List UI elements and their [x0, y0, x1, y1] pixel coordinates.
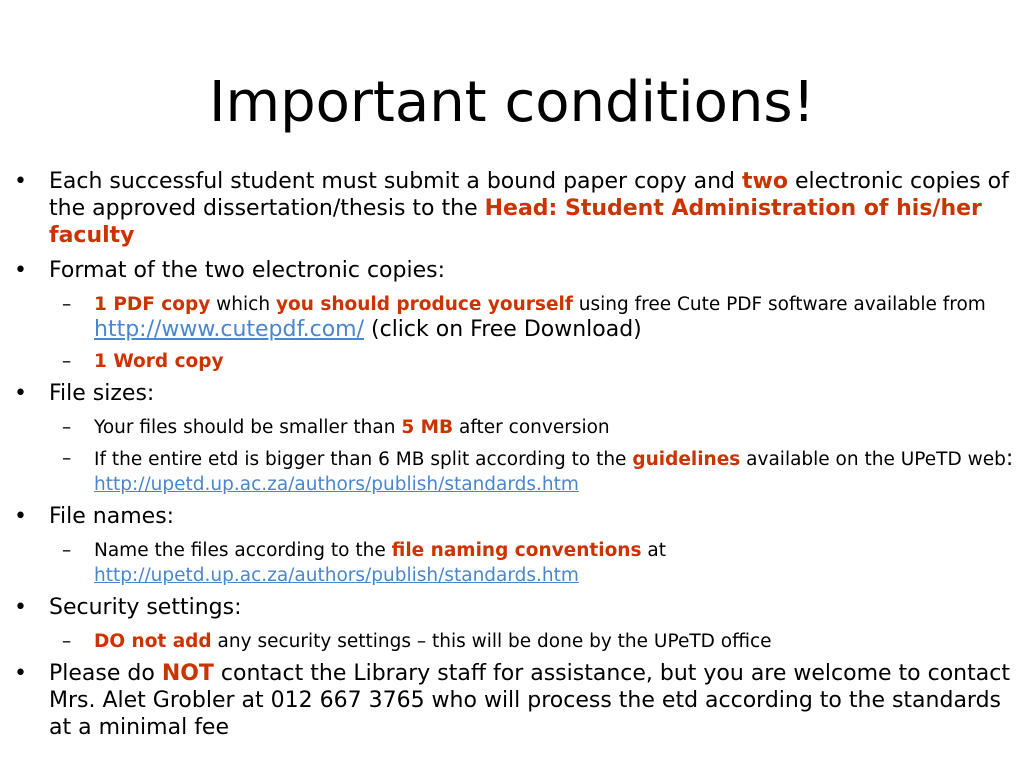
emphasis-two: two — [742, 169, 788, 194]
text: File sizes: — [49, 381, 155, 406]
cutepdf-link[interactable]: http://www.cutepdf.com/ — [94, 317, 365, 342]
emphasis-do-not-add: DO not add — [94, 631, 212, 652]
bullet-glyph: • — [14, 595, 27, 620]
text: File names: — [49, 504, 175, 529]
standards-link[interactable]: http://upetd.up.ac.za/authors/publish/standards.htm — [94, 565, 579, 586]
text: any security settings – this will be done by the UPeTD office — [211, 631, 772, 652]
text: Security settings: — [49, 595, 242, 620]
bullet-glyph: • — [14, 381, 27, 406]
dash-glyph: – — [62, 631, 72, 652]
emphasis-not: NOT — [161, 661, 214, 686]
bullet-glyph: • — [14, 504, 27, 529]
text: Each successful student must submit a bound paper copy and — [49, 169, 742, 194]
bullet-glyph: • — [14, 661, 27, 686]
emphasis-guidelines: guidelines — [632, 449, 741, 470]
bullet-format — [12, 257, 1020, 284]
bullet-glyph: • — [14, 258, 27, 283]
emphasis-pdf-copy: 1 PDF copy — [94, 294, 211, 315]
text: contact the Library staff for assistance, but you are welcome to contact Mrs. Alet Grobler at 012 667 3765 who will process the etd according to the standards at a minimal fee — [49, 661, 1010, 740]
text: (click on Free Download) — [364, 317, 642, 342]
text: If the entire etd is bigger than 6 MB split according to the — [94, 449, 633, 470]
dash-glyph: – — [62, 417, 72, 438]
text: after conversion — [453, 417, 610, 438]
emphasis-produce-yourself: you should produce yourself — [275, 294, 573, 315]
emphasis-5mb: 5 MB — [401, 417, 454, 438]
text: available on the UPeTD web — [740, 449, 1006, 470]
subbullet-size-limit — [12, 415, 1020, 440]
subbullet-no-security — [12, 629, 1020, 654]
text: : — [1005, 446, 1014, 471]
text: which — [210, 294, 276, 315]
emphasis-word-copy: 1 Word copy — [94, 351, 224, 372]
bullet-contact — [12, 660, 1020, 741]
text: electronic copies of the approved dissertation/thesis to the — [49, 169, 1009, 221]
bullet-submit-copies — [12, 168, 1020, 249]
emphasis-file-naming-conventions: file naming conventions — [391, 540, 642, 561]
text: Please do — [49, 661, 162, 686]
dash-glyph: – — [62, 448, 72, 469]
text: using free Cute PDF software available from — [572, 294, 986, 315]
bullet-glyph: • — [14, 169, 27, 194]
slide-title: Important conditions! — [209, 70, 815, 135]
subbullet-word-copy — [12, 349, 1020, 374]
text: at — [641, 540, 666, 561]
bullet-file-sizes — [12, 380, 1020, 407]
text: Your files should be smaller than — [94, 417, 402, 438]
emphasis-head-student-administration: Head: Student Administration of his/her faculty — [49, 196, 982, 248]
slide-body — [12, 168, 1020, 749]
bullet-file-names — [12, 503, 1020, 530]
subbullet-pdf-copy — [12, 292, 1020, 343]
standards-link[interactable]: http://upetd.up.ac.za/authors/publish/standards.htm — [94, 474, 579, 495]
subbullet-naming-conventions — [12, 538, 1020, 588]
subbullet-split-guidelines — [12, 446, 1020, 497]
dash-glyph: – — [62, 294, 72, 315]
text: Name the files according to the — [94, 540, 392, 561]
text: Format of the two electronic copies: — [49, 258, 445, 283]
dash-glyph: – — [62, 351, 72, 372]
dash-glyph: – — [62, 540, 72, 561]
bullet-security-settings — [12, 594, 1020, 621]
